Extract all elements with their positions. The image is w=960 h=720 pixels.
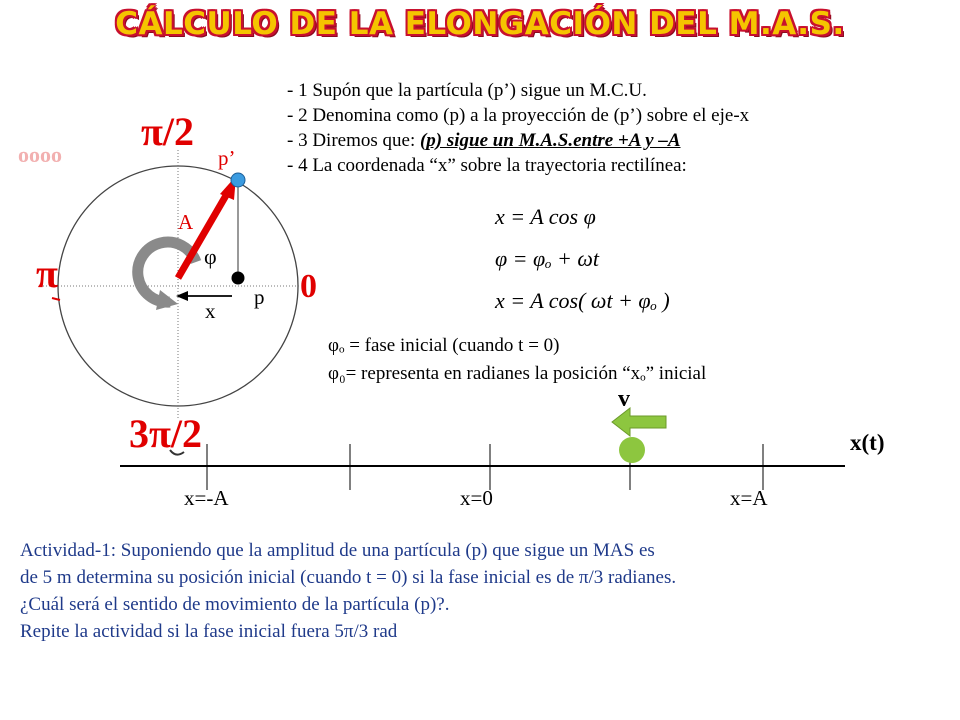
step-3-intro: - 3 Diremos que: (287, 130, 420, 151)
step-4: - 4 La coordenada “x” sobre la trayectoria rectilínea: (287, 155, 687, 176)
rotating-point-p-prime (231, 173, 245, 187)
page-title: CÁLCULO DE LA ELONGACIÓN DEL M.A.S. (115, 6, 845, 42)
equation-1: x = A cos φ (495, 204, 596, 229)
activity-line-2: de 5 m determina su posición inicial (cuando t = 0) si la fase inicial es de π/3 radianes. (20, 567, 677, 588)
label-three-pi-half: 3π/2 (129, 411, 203, 456)
activity-line-4: Repite la actividad si la fase inicial fuera 5π/3 rad (20, 621, 398, 642)
equation-3: x = A cos( ωt + φₒ ) (495, 288, 670, 313)
tick-label-plus-a: x=A (730, 486, 768, 510)
decorative-faint-text: oooo (18, 142, 62, 167)
label-p-prime: p’ (218, 146, 236, 170)
x-arrow-head (176, 291, 188, 301)
note-phase-meaning: φ₀= representa en radianes la posición “xₒ” inicial (328, 363, 707, 384)
activity-line-1: Actividad-1: Suponiendo que la amplitud de una partícula (p) que sigue un MAS es (20, 540, 655, 561)
label-phi: φ (204, 244, 217, 269)
label-velocity: v (618, 386, 630, 412)
label-amplitude: A (178, 210, 194, 234)
label-pi: π (36, 251, 58, 296)
step-1: - 1 Supón que la partícula (p’) sigue un M.C.U. (287, 80, 647, 101)
step-3-highlight: (p) sigue un M.A.S.entre +A y –A (419, 130, 681, 151)
tick-label-minus-a: x=-A (184, 486, 229, 510)
activity-line-3: ¿Cuál será el sentido de movimiento de la partícula (p)?. (20, 594, 450, 615)
label-axis-xt: x(t) (850, 430, 885, 455)
label-x: x (205, 299, 216, 323)
note-phase-definition: φₒ = fase inicial (cuando t = 0) (328, 335, 560, 356)
amplitude-vector (178, 192, 228, 278)
step-2: - 2 Denomina como (p) a la proyección de (p’) sobre el eje-x (287, 105, 750, 126)
tick-label-zero: x=0 (460, 486, 493, 510)
label-zero: 0 (300, 268, 317, 305)
equation-2: φ = φₒ + ωt (495, 246, 599, 271)
label-pi-half: π/2 (141, 109, 195, 154)
projected-point-p (232, 272, 245, 285)
particle-p (619, 437, 645, 463)
label-p: p (254, 285, 265, 309)
